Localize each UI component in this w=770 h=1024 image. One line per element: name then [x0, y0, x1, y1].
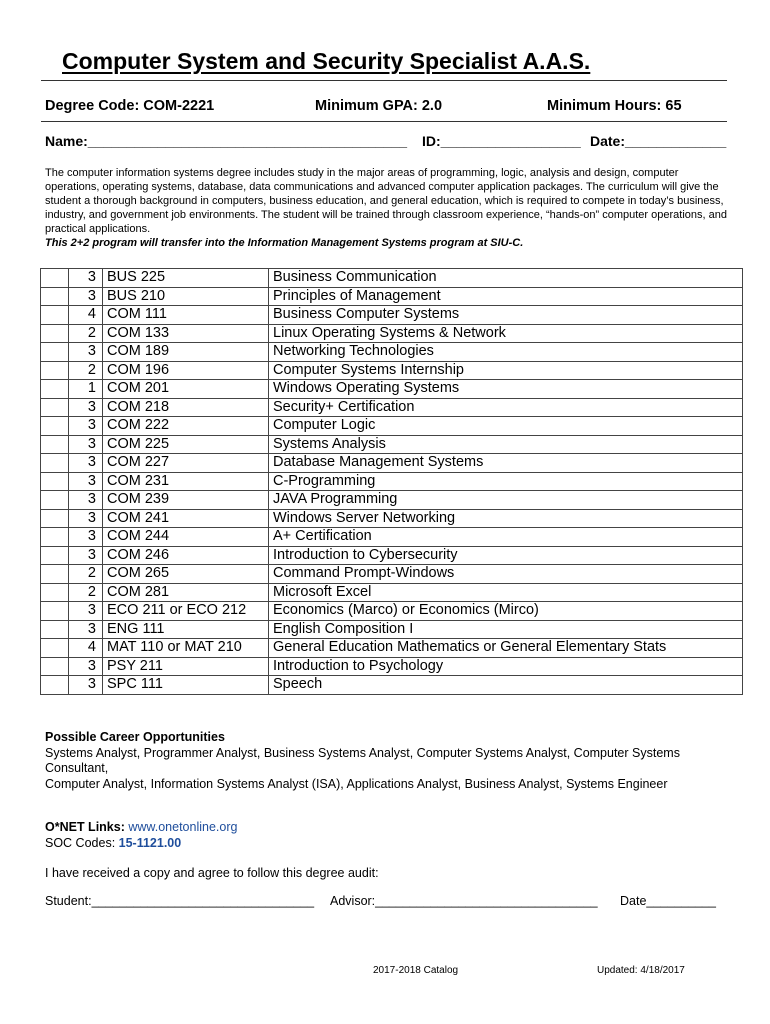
- onet-label: O*NET Links:: [45, 820, 129, 834]
- course-hours: 3: [69, 269, 103, 288]
- course-row: [41, 639, 743, 658]
- course-checkbox-cell[interactable]: [41, 380, 69, 399]
- course-title: General Education Mathematics or General Elementary Stats: [269, 639, 743, 658]
- agreement-text: I have received a copy and agree to follow this degree audit:: [45, 866, 379, 880]
- course-checkbox-cell[interactable]: [41, 306, 69, 325]
- course-checkbox-cell[interactable]: [41, 454, 69, 473]
- course-hours: 3: [69, 620, 103, 639]
- career-section: [45, 730, 725, 792]
- course-title: Business Communication: [269, 269, 743, 288]
- course-row: [41, 361, 743, 380]
- course-row: [41, 491, 743, 510]
- course-code: COM 218: [103, 398, 269, 417]
- course-row: [41, 380, 743, 399]
- course-hours: 1: [69, 380, 103, 399]
- course-title: Introduction to Psychology: [269, 657, 743, 676]
- course-hours: 3: [69, 528, 103, 547]
- course-hours: 3: [69, 509, 103, 528]
- course-row: [41, 417, 743, 436]
- course-code: COM 231: [103, 472, 269, 491]
- course-checkbox-cell[interactable]: [41, 546, 69, 565]
- id-field[interactable]: ID:__________________: [422, 133, 581, 149]
- course-code: COM 222: [103, 417, 269, 436]
- course-code: COM 265: [103, 565, 269, 584]
- course-hours: 3: [69, 472, 103, 491]
- soc-code: 15-1121.00: [118, 835, 182, 850]
- course-code: COM 196: [103, 361, 269, 380]
- course-title: Networking Technologies: [269, 343, 743, 362]
- name-field[interactable]: Name:_________________________________________: [45, 133, 408, 149]
- course-code: PSY 211: [103, 657, 269, 676]
- course-title: A+ Certification: [269, 528, 743, 547]
- course-code: COM 244: [103, 528, 269, 547]
- signature-date-line[interactable]: Date__________: [620, 894, 716, 908]
- course-checkbox-cell[interactable]: [41, 343, 69, 362]
- course-title: Database Management Systems: [269, 454, 743, 473]
- degree-code: Degree Code: COM-2221: [45, 98, 215, 114]
- course-hours: 3: [69, 287, 103, 306]
- course-hours: 4: [69, 306, 103, 325]
- minimum-gpa: Minimum GPA: 2.0: [315, 98, 443, 114]
- course-title: English Composition I: [269, 620, 743, 639]
- course-code: COM 241: [103, 509, 269, 528]
- course-title: Principles of Management: [269, 287, 743, 306]
- course-hours: 2: [69, 565, 103, 584]
- course-hours: 3: [69, 657, 103, 676]
- course-checkbox-cell[interactable]: [41, 269, 69, 288]
- course-code: ECO 211 or ECO 212: [103, 602, 269, 621]
- course-row: [41, 676, 743, 695]
- course-row: [41, 324, 743, 343]
- course-row: [41, 509, 743, 528]
- date-field[interactable]: Date:_____________: [590, 133, 727, 149]
- course-hours: 3: [69, 602, 103, 621]
- course-checkbox-cell[interactable]: [41, 417, 69, 436]
- course-title: JAVA Programming: [269, 491, 743, 510]
- course-row: [41, 269, 743, 288]
- course-hours: 3: [69, 546, 103, 565]
- title-divider: [41, 80, 727, 81]
- course-row: [41, 287, 743, 306]
- course-code: COM 225: [103, 435, 269, 454]
- course-row: [41, 472, 743, 491]
- header-divider: [41, 121, 727, 122]
- course-checkbox-cell[interactable]: [41, 287, 69, 306]
- course-title: Command Prompt-Windows: [269, 565, 743, 584]
- course-title: Computer Logic: [269, 417, 743, 436]
- onet-link[interactable]: www.onetonline.org: [128, 820, 238, 834]
- course-row: [41, 583, 743, 602]
- course-checkbox-cell[interactable]: [41, 472, 69, 491]
- transfer-note: This 2+2 program will transfer into the Information Management Systems program at SIU-C.: [45, 237, 524, 249]
- course-code: ENG 111: [103, 620, 269, 639]
- course-title: Systems Analysis: [269, 435, 743, 454]
- course-title: C-Programming: [269, 472, 743, 491]
- course-code: COM 246: [103, 546, 269, 565]
- career-list-1: Systems Analyst, Programmer Analyst, Business Systems Analyst, Computer Systems Analyst, Computer Systems Consultant,: [45, 745, 680, 775]
- course-checkbox-cell[interactable]: [41, 639, 69, 658]
- soc-label: SOC Codes:: [45, 835, 119, 850]
- course-row: [41, 528, 743, 547]
- course-row: [41, 435, 743, 454]
- course-title: Speech: [269, 676, 743, 695]
- course-row: [41, 546, 743, 565]
- course-title: Security+ Certification: [269, 398, 743, 417]
- course-code: SPC 111: [103, 676, 269, 695]
- course-checkbox-cell[interactable]: [41, 491, 69, 510]
- course-title: Linux Operating Systems & Network: [269, 324, 743, 343]
- program-description: [45, 166, 735, 250]
- updated-footer: Updated: 4/18/2017: [597, 965, 685, 976]
- course-code: BUS 210: [103, 287, 269, 306]
- course-hours: 3: [69, 343, 103, 362]
- course-code: BUS 225: [103, 269, 269, 288]
- course-checkbox-cell[interactable]: [41, 657, 69, 676]
- course-checkbox-cell[interactable]: [41, 324, 69, 343]
- course-checkbox-cell[interactable]: [41, 435, 69, 454]
- course-row: [41, 602, 743, 621]
- course-hours: 4: [69, 639, 103, 658]
- course-hours: 2: [69, 361, 103, 380]
- course-code: COM 281: [103, 583, 269, 602]
- student-signature-line[interactable]: Student:________________________________: [45, 894, 315, 908]
- course-title: Introduction to Cybersecurity: [269, 546, 743, 565]
- course-checkbox-cell[interactable]: [41, 676, 69, 695]
- course-checkbox-cell[interactable]: [41, 583, 69, 602]
- course-title: Windows Operating Systems: [269, 380, 743, 399]
- course-hours: 3: [69, 435, 103, 454]
- page-title: Computer System and Security Specialist A.A.S.: [62, 48, 591, 74]
- course-hours: 2: [69, 324, 103, 343]
- course-hours: 3: [69, 491, 103, 510]
- minimum-hours: Minimum Hours: 65: [547, 98, 682, 114]
- advisor-signature-line[interactable]: Advisor:________________________________: [330, 894, 598, 908]
- course-code: COM 189: [103, 343, 269, 362]
- description-text: The computer information systems degree includes study in the major areas of programming, logic, analysis and design, computer operations, operating systems, database, data communications and advanced computer application packages. The curriculum will give the student a thorough background in computers, business education, and general education, which is required to compete in today’s business, industry, and government job environments. The student will be trained through classroom experience, “hands-on” computer operations, and practical applications.: [45, 167, 727, 235]
- course-row: [41, 565, 743, 584]
- course-row: [41, 657, 743, 676]
- course-hours: 3: [69, 398, 103, 417]
- course-code: COM 227: [103, 454, 269, 473]
- career-heading: Possible Career Opportunities: [45, 730, 225, 744]
- course-code: COM 201: [103, 380, 269, 399]
- onet-section: [45, 820, 237, 851]
- course-hours: 3: [69, 417, 103, 436]
- course-row: [41, 306, 743, 325]
- course-row: [41, 343, 743, 362]
- course-title: Microsoft Excel: [269, 583, 743, 602]
- course-code: COM 133: [103, 324, 269, 343]
- course-code: MAT 110 or MAT 210: [103, 639, 269, 658]
- course-checkbox-cell[interactable]: [41, 620, 69, 639]
- course-hours: 3: [69, 676, 103, 695]
- course-checkbox-cell[interactable]: [41, 398, 69, 417]
- course-title: Windows Server Networking: [269, 509, 743, 528]
- career-list-2: Computer Analyst, Information Systems Analyst (ISA), Applications Analyst, Business Analyst, Systems Engineer: [45, 776, 668, 791]
- course-row: [41, 454, 743, 473]
- course-title: Economics (Marco) or Economics (Mirco): [269, 602, 743, 621]
- course-checkbox-cell[interactable]: [41, 602, 69, 621]
- course-checkbox-cell[interactable]: [41, 361, 69, 380]
- course-row: [41, 398, 743, 417]
- course-row: [41, 620, 743, 639]
- course-table: [40, 268, 743, 695]
- catalog-footer: 2017-2018 Catalog: [373, 965, 459, 976]
- course-checkbox-cell[interactable]: [41, 565, 69, 584]
- course-code: COM 239: [103, 491, 269, 510]
- course-title: Computer Systems Internship: [269, 361, 743, 380]
- course-hours: 2: [69, 583, 103, 602]
- course-hours: 3: [69, 454, 103, 473]
- course-checkbox-cell[interactable]: [41, 509, 69, 528]
- course-code: COM 111: [103, 306, 269, 325]
- course-checkbox-cell[interactable]: [41, 528, 69, 547]
- course-title: Business Computer Systems: [269, 306, 743, 325]
